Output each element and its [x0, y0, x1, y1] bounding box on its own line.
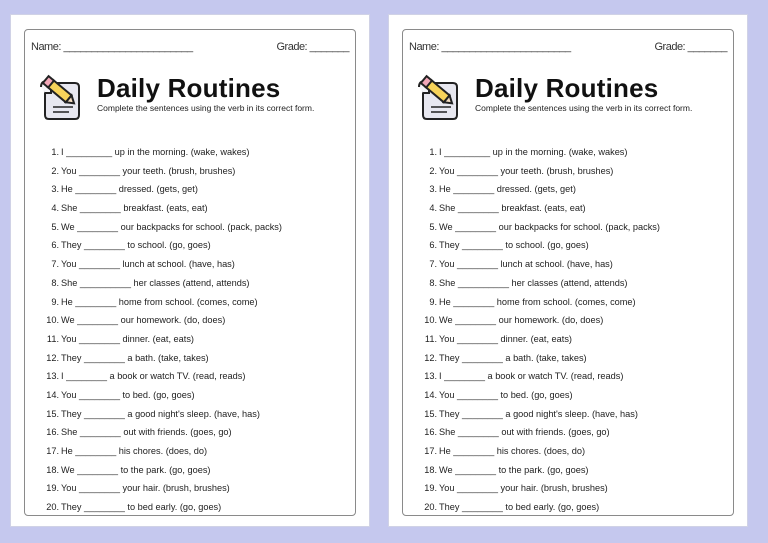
- item-number: 2.: [429, 165, 437, 176]
- exercise-item: [37, 311, 359, 330]
- exercise-item: [37, 349, 359, 368]
- item-text: She ________ breakfast. (eats, eat): [439, 203, 586, 214]
- item-number: 12.: [46, 352, 59, 363]
- item-number: 13.: [46, 371, 59, 382]
- item-text: I _________ up in the morning. (wake, wakes): [61, 147, 250, 157]
- item-number: 3.: [429, 184, 437, 195]
- exercise-item: [37, 461, 359, 480]
- item-text: She ________ out with friends. (goes, go): [439, 427, 610, 438]
- item-text: You ________ lunch at school. (have, has): [439, 259, 613, 270]
- item-number: 11.: [46, 333, 59, 344]
- item-text: I ________ a book or watch TV. (read, reads): [439, 371, 624, 382]
- item-number: 14.: [424, 389, 437, 400]
- item-text: You ________ your hair. (brush, brushes): [439, 483, 608, 494]
- item-number: 17.: [46, 446, 59, 456]
- item-text: We ________ our backpacks for school. (pack, packs): [61, 221, 282, 232]
- item-text: I _________ up in the morning. (wake, wakes): [439, 147, 628, 157]
- exercise-item: [415, 330, 737, 349]
- exercise-item: [415, 423, 737, 442]
- item-text: He ________ home from school. (comes, come): [61, 296, 258, 307]
- item-text: She __________ her classes (attend, attends): [439, 277, 628, 288]
- item-number: 19.: [46, 483, 59, 494]
- exercise-item: [37, 199, 359, 218]
- exercise-item: [37, 442, 359, 461]
- item-text: I ________ a book or watch TV. (read, reads): [61, 371, 246, 382]
- exercise-item: [37, 498, 359, 517]
- exercise-item: [37, 405, 359, 424]
- item-number: 12.: [424, 352, 437, 363]
- name-grade-line: [31, 41, 349, 53]
- item-text: We ________ our backpacks for school. (pack, packs): [439, 221, 660, 232]
- item-text: He ________ his chores. (does, do): [439, 446, 586, 456]
- exercise-item: [37, 423, 359, 442]
- item-number: 6.: [429, 240, 437, 251]
- item-text: She ________ breakfast. (eats, eat): [61, 203, 208, 214]
- item-number: 20.: [424, 502, 437, 513]
- item-number: 17.: [424, 446, 437, 456]
- exercise-item: [415, 405, 737, 424]
- exercise-item: [415, 311, 737, 330]
- item-text: They ________ a good night's sleep. (have, has): [61, 408, 260, 419]
- item-text: We ________ to the park. (go, goes): [61, 464, 211, 475]
- exercise-item: [37, 255, 359, 274]
- item-number: 5.: [51, 221, 59, 232]
- exercise-item: [415, 349, 737, 368]
- exercise-item: [415, 498, 737, 517]
- item-text: We ________ to the park. (go, goes): [439, 464, 589, 475]
- name-field-label: Name: _______________________: [409, 41, 571, 53]
- item-number: 16.: [46, 427, 59, 438]
- item-text: They ________ a good night's sleep. (have, has): [439, 408, 638, 419]
- item-text: They ________ to bed early. (go, goes): [61, 502, 222, 513]
- exercise-item: [37, 162, 359, 181]
- worksheet-title: Daily Routines: [97, 73, 281, 103]
- item-text: They ________ to bed early. (go, goes): [439, 502, 600, 513]
- item-text: They ________ to school. (go, goes): [439, 240, 589, 251]
- item-number: 15.: [46, 408, 59, 419]
- item-number: 7.: [429, 259, 437, 270]
- exercise-item: [37, 386, 359, 405]
- item-number: 10.: [424, 315, 437, 326]
- exercise-item: [415, 293, 737, 312]
- item-text: You ________ lunch at school. (have, has): [61, 259, 235, 270]
- exercise-item: [37, 479, 359, 498]
- item-number: 4.: [429, 203, 437, 214]
- item-text: You ________ your teeth. (brush, brushes): [439, 165, 614, 176]
- item-text: You ________ your teeth. (brush, brushes): [61, 165, 236, 176]
- item-text: We ________ our homework. (do, does): [439, 315, 604, 326]
- item-number: 1.: [429, 147, 437, 157]
- exercise-item: [37, 293, 359, 312]
- item-text: They ________ to school. (go, goes): [61, 240, 211, 251]
- exercise-item: [415, 274, 737, 293]
- item-text: You ________ your hair. (brush, brushes): [61, 483, 230, 494]
- item-number: 1.: [51, 147, 59, 157]
- exercise-item: [37, 218, 359, 237]
- item-text: She ________ out with friends. (goes, go): [61, 427, 232, 438]
- item-number: 9.: [51, 296, 59, 307]
- exercise-item: [415, 143, 737, 162]
- exercise-item: [415, 367, 737, 386]
- worksheet-page-left: [10, 14, 370, 527]
- item-text: You ________ to bed. (go, goes): [439, 389, 573, 400]
- worksheet-instructions: Complete the sentences using the verb in its correct form.: [475, 103, 693, 113]
- item-text: You ________ dinner. (eat, eats): [439, 333, 572, 344]
- pencil-paper-icon: [415, 73, 461, 121]
- exercise-item: [415, 180, 737, 199]
- worksheet-page-right: [388, 14, 748, 527]
- item-text: She __________ her classes (attend, attends): [61, 277, 250, 288]
- exercise-item: [415, 218, 737, 237]
- exercise-item: [415, 479, 737, 498]
- item-text: He ________ dressed. (gets, get): [439, 184, 576, 195]
- item-number: 20.: [46, 502, 59, 513]
- exercise-item: [415, 386, 737, 405]
- item-number: 18.: [46, 464, 59, 475]
- exercise-item: [415, 236, 737, 255]
- exercise-item: [37, 143, 359, 162]
- item-text: They ________ a bath. (take, takes): [61, 352, 209, 363]
- worksheet-title: Daily Routines: [475, 73, 659, 103]
- exercise-item: [37, 367, 359, 386]
- item-text: You ________ dinner. (eat, eats): [61, 333, 194, 344]
- item-number: 8.: [429, 277, 437, 288]
- item-number: 16.: [424, 427, 437, 438]
- grade-field-label: Grade: _______: [276, 41, 349, 53]
- exercise-item: [415, 162, 737, 181]
- item-number: 18.: [424, 464, 437, 475]
- item-number: 6.: [51, 240, 59, 251]
- exercise-item: [37, 236, 359, 255]
- exercise-item: [37, 180, 359, 199]
- item-number: 19.: [424, 483, 437, 494]
- item-number: 15.: [424, 408, 437, 419]
- item-number: 14.: [46, 389, 59, 400]
- pencil-paper-icon: [37, 73, 83, 121]
- exercise-item: [415, 199, 737, 218]
- item-number: 5.: [429, 221, 437, 232]
- item-text: He ________ dressed. (gets, get): [61, 184, 198, 195]
- item-number: 13.: [424, 371, 437, 382]
- item-number: 7.: [51, 259, 59, 270]
- exercise-list: [37, 143, 359, 517]
- name-field-label: Name: _______________________: [31, 41, 193, 53]
- item-text: We ________ our homework. (do, does): [61, 315, 226, 326]
- item-number: 2.: [51, 165, 59, 176]
- exercise-item: [415, 442, 737, 461]
- item-number: 8.: [51, 277, 59, 288]
- exercise-item: [37, 274, 359, 293]
- item-number: 11.: [424, 333, 437, 344]
- item-number: 10.: [46, 315, 59, 326]
- item-number: 3.: [51, 184, 59, 195]
- exercise-item: [415, 255, 737, 274]
- item-text: He ________ his chores. (does, do): [61, 446, 208, 456]
- item-number: 4.: [51, 203, 59, 214]
- exercise-item: [415, 461, 737, 480]
- item-number: 9.: [429, 296, 437, 307]
- worksheet-instructions: Complete the sentences using the verb in its correct form.: [97, 103, 315, 113]
- name-grade-line: [409, 41, 727, 53]
- item-text: They ________ a bath. (take, takes): [439, 352, 587, 363]
- item-text: You ________ to bed. (go, goes): [61, 389, 195, 400]
- item-text: He ________ home from school. (comes, come): [439, 296, 636, 307]
- exercise-list: [415, 143, 737, 517]
- exercise-item: [37, 330, 359, 349]
- grade-field-label: Grade: _______: [654, 41, 727, 53]
